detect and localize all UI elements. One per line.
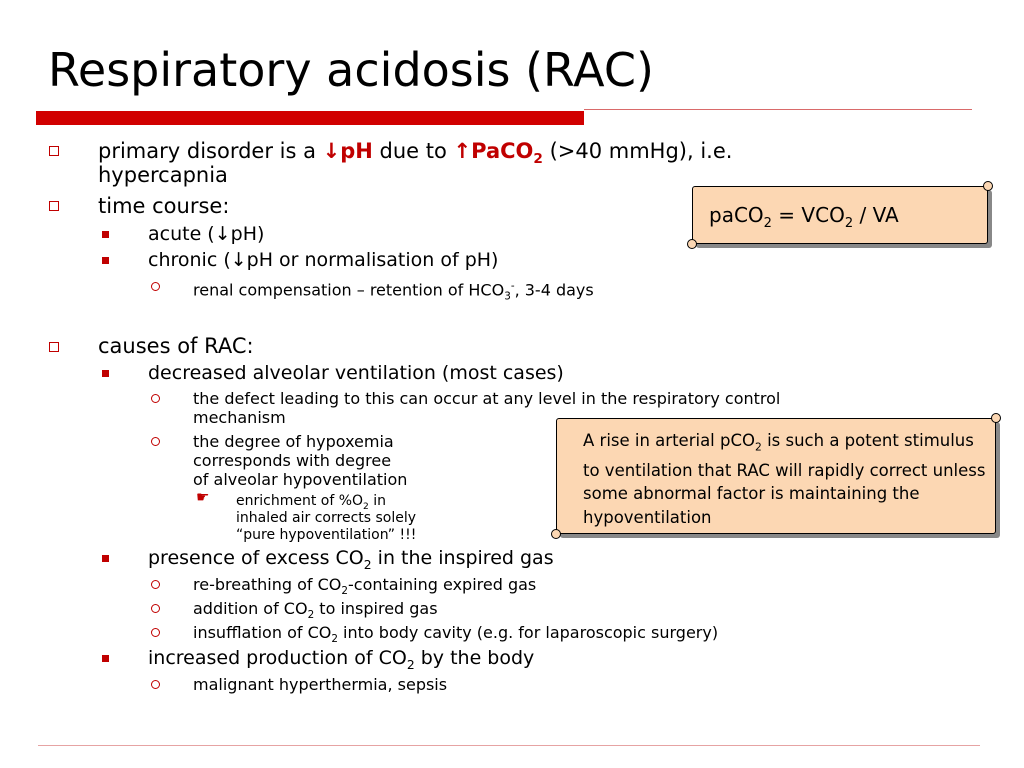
time-course-heading: time course: [98, 194, 230, 218]
scroll-curl-icon [687, 239, 697, 249]
enrichment-item-line-3: “pure hypoventilation” !!! [236, 527, 417, 543]
bullet-circle-icon [151, 437, 160, 446]
causes-heading: causes of RAC: [98, 334, 254, 358]
increased-production-item: increased production of $CO_2$ by the body [148, 647, 535, 672]
bullet-filled-icon [102, 370, 109, 377]
slide-title: Respiratory acidosis (RAC) [48, 43, 654, 97]
bullet-filled-icon [102, 231, 109, 238]
title-underline-thin [584, 109, 972, 110]
presence-item: presence of excess $CO_2$ in the inspired gas [148, 547, 554, 572]
bullet-square-icon [49, 146, 59, 156]
bullet-filled-icon [102, 257, 109, 264]
enrichment-item: enrichment of $\%O_2$ in [236, 493, 387, 512]
bullet-filled-icon [102, 555, 109, 562]
scroll-curl-icon [551, 529, 561, 539]
formula-callout [692, 186, 988, 244]
insufflation-item: insufflation of $CO_2$ into body cavity (e.g. for laparoscopic surgery) [193, 623, 719, 646]
note-callout [556, 418, 996, 534]
pointing-hand-icon: ☛ [196, 488, 210, 506]
enrichment-item-line-2: inhaled air corrects solely [236, 510, 417, 526]
bullet-circle-icon [151, 580, 160, 589]
formula-text: paCO$_2$ = $VCO_2$ / VA [709, 203, 899, 231]
scroll-curl-icon [983, 181, 993, 191]
scroll-curl-icon [991, 413, 1001, 423]
primary-disorder-line-2: hypercapnia [98, 163, 228, 187]
renal-compensation-item: renal compensation – retention of $HCO_3^-$, 3-4 days [193, 280, 594, 303]
rebreathing-item: re-breathing of $CO_2$-containing expired gas [193, 575, 537, 598]
degree-item-line-3: of alveolar hypoventilation [193, 470, 408, 489]
malignant-item: malignant hyperthermia, sepsis [193, 675, 448, 694]
degree-item-line-2: corresponds with degree [193, 451, 392, 470]
bullet-circle-icon [151, 604, 160, 613]
bullet-square-icon [49, 342, 59, 352]
bullet-circle-icon [151, 394, 160, 403]
footer-divider [38, 745, 980, 746]
bullet-circle-icon [151, 282, 160, 291]
primary-disorder-line: primary disorder is a ↓pH due to ↑PaCO$_2$ (>40 mmHg), i.e. [98, 139, 733, 168]
decreased-ventilation-item: decreased alveolar ventilation (most cases) [148, 362, 564, 384]
defect-item-line-2: mechanism [193, 408, 286, 427]
bullet-circle-icon [151, 680, 160, 689]
chronic-item: chronic (↓pH or normalisation of pH) [148, 249, 499, 271]
bullet-square-icon [49, 201, 59, 211]
bullet-circle-icon [151, 628, 160, 637]
acute-item: acute (↓pH) [148, 223, 265, 245]
defect-item: the defect leading to this can occur at any level in the respiratory control [193, 389, 781, 408]
addition-item: addition of $CO_2$ to inspired gas [193, 599, 438, 622]
title-underline-bar [36, 111, 584, 125]
note-text: A rise in arterial pCO$_2$ is such a potent stimulus to ventilation that RAC will rapidly correct unless some abnormal factor is maintaining the hypoventilation [583, 431, 986, 527]
degree-item: the degree of hypoxemia [193, 432, 394, 451]
bullet-filled-icon [102, 655, 109, 662]
